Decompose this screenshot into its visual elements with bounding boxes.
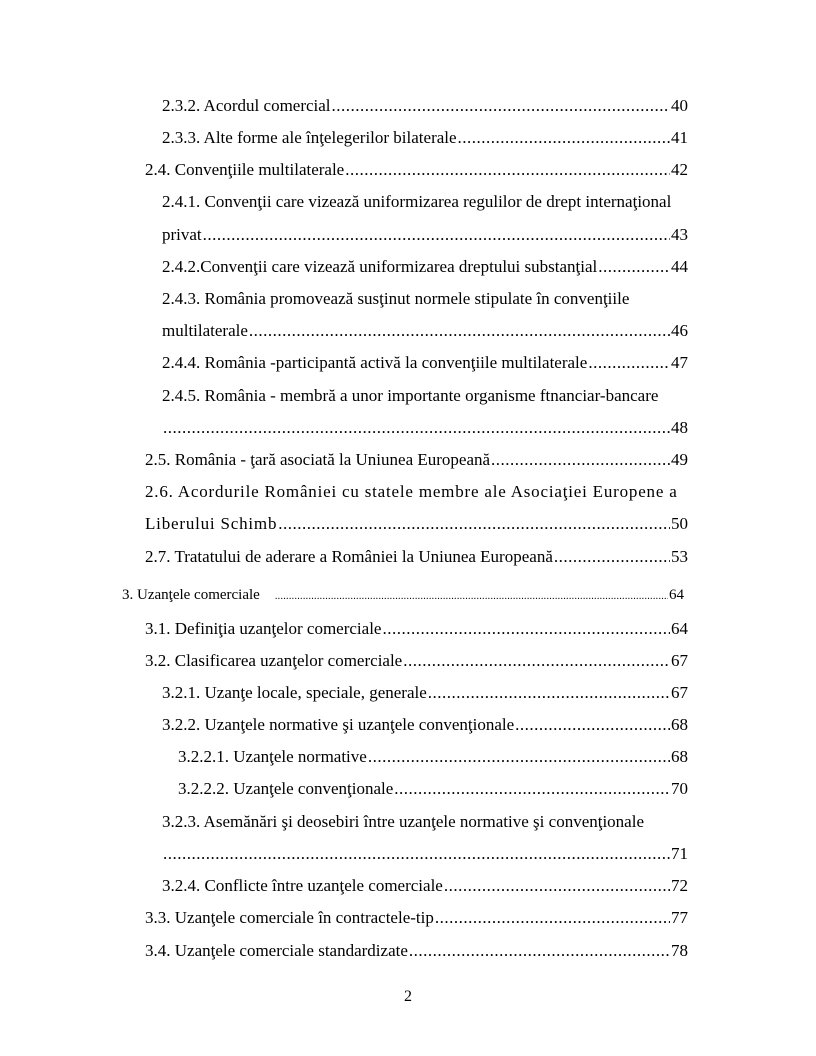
toc-entry-continuation	[162, 416, 688, 440]
toc-entry-continuation	[162, 223, 688, 247]
toc-entry-continuation	[162, 842, 688, 866]
toc-entry-title: 2.5. România - ţară asociată la Uniunea Europeană	[145, 450, 491, 469]
toc-entry-title: 2.4.4. România -participantă activă la convenţiile multilaterale	[162, 353, 588, 372]
toc-leader-dots	[163, 416, 670, 440]
toc-entry	[162, 94, 688, 118]
page-number: 2	[404, 988, 412, 1005]
toc-entry-page: 50	[671, 514, 688, 533]
toc-entry-title: 3. Uzanţele comerciale	[122, 587, 260, 603]
toc-chapter-entry	[122, 583, 684, 607]
toc-entry	[145, 545, 688, 569]
toc-entry-page: 70	[671, 779, 688, 798]
toc-entry-title-cont: privat	[162, 225, 202, 244]
toc-entry	[145, 939, 688, 963]
toc-entry-title: 3.2.1. Uzanţe locale, speciale, generale	[162, 683, 427, 702]
toc-entry-title-cont: Liberului Schimb	[145, 514, 278, 533]
toc-entry-page: 72	[671, 876, 688, 895]
toc-entry-page: 68	[671, 715, 688, 734]
toc-entry	[145, 448, 688, 472]
toc-entry-title: 2.4.5. România - membră a unor importante organisme ftnanciar-bancare	[162, 386, 659, 405]
toc-entry-title: 2.3.2. Acordul comercial	[162, 96, 331, 115]
toc-entry-page: 64	[669, 587, 684, 603]
toc-leader-dots	[491, 448, 670, 472]
toc-entry-page: 77	[671, 908, 688, 927]
toc-entry	[162, 713, 688, 737]
toc-entry	[162, 126, 688, 150]
toc-entry-title: 3.2.2.2. Uzanţele convenţionale	[178, 779, 394, 798]
toc-entry-title: 2.4. Convenţiile multilaterale	[145, 160, 345, 179]
toc-entry-title: 2.4.3. România promovează susţinut normele stipulate în convenţiile	[162, 289, 630, 308]
toc-entry-title: 3.2.2.1. Uzanţele normative	[178, 747, 367, 766]
toc-entry-title: 2.6. Acordurile României cu statele membre ale Asociaţiei Europene a	[145, 482, 678, 501]
toc-leader-dots	[394, 777, 670, 801]
toc-entry-title: 2.4.1. Convenţii care vizează uniformizarea regulilor de drept internaţional	[162, 192, 672, 211]
toc-entry-page: 48	[671, 418, 688, 437]
toc-entry-title-cont: multilaterale	[162, 321, 248, 340]
toc-entry	[162, 351, 688, 375]
toc-leader-dots	[435, 906, 670, 930]
toc-entry	[178, 777, 688, 801]
toc-entry-page: 43	[671, 225, 688, 244]
toc-leader-dots	[368, 745, 670, 769]
toc-entry-page: 49	[671, 450, 688, 469]
toc-entry-title: 2.4.2.Convenţii care vizează uniformizarea dreptului substanţial	[162, 257, 598, 276]
toc-leader-dots	[598, 255, 670, 279]
toc-leader-dots	[588, 351, 670, 375]
toc-leader-dots	[444, 874, 670, 898]
toc-entry-title: 3.2. Clasificarea uzanţelor comerciale	[145, 651, 403, 670]
toc-entry-title: 2.7. Tratatului de aderare a României la Uniunea Europeană	[145, 547, 553, 566]
toc-entry-title: 3.2.4. Conflicte între uzanţele comerciale	[162, 876, 443, 895]
toc-entry-title: 2.3.3. Alte forme ale înţelegerilor bilaterale	[162, 128, 457, 147]
toc-leader-dots	[203, 223, 670, 247]
toc-entry	[145, 906, 688, 930]
toc-leader-dots	[275, 585, 668, 609]
toc-entry	[162, 681, 688, 705]
toc-entry-page: 64	[671, 619, 688, 638]
toc-leader-dots	[403, 649, 670, 673]
toc-entry	[162, 255, 688, 279]
toc-entry-continuation	[145, 512, 688, 536]
toc-leader-dots	[345, 158, 670, 182]
toc-entry-page: 44	[671, 257, 688, 276]
toc-leader-dots	[515, 713, 670, 737]
toc-entry-title: 3.2.3. Asemănări şi deosebiri între uzanţele normative şi convenţionale	[162, 812, 644, 831]
toc-entry	[162, 874, 688, 898]
toc-leader-dots	[554, 545, 670, 569]
toc-leader-dots	[382, 617, 670, 641]
toc-entry-page: 67	[671, 683, 688, 702]
toc-leader-dots	[278, 512, 670, 536]
toc-leader-dots	[163, 842, 670, 866]
toc-entry-title: 3.1. Definiţia uzanţelor comerciale	[145, 619, 382, 638]
toc-entry-page: 71	[671, 844, 688, 863]
toc-entry-title: 3.2.2. Uzanţele normative şi uzanţele convenţionale	[162, 715, 515, 734]
toc-entry	[178, 745, 688, 769]
toc-entry-page: 46	[671, 321, 688, 340]
toc-entry-title: 3.3. Uzanţele comerciale în contractele-tip	[145, 908, 434, 927]
toc-entry-continuation	[162, 319, 688, 343]
toc-leader-dots	[428, 681, 670, 705]
toc-leader-dots	[458, 126, 670, 150]
toc-entry	[145, 158, 688, 182]
toc-leader-dots	[332, 94, 670, 118]
toc-entry-page: 47	[671, 353, 688, 372]
toc-entry	[145, 649, 688, 673]
toc-entry-page: 68	[671, 747, 688, 766]
toc-entry	[145, 617, 688, 641]
toc-entry-page: 67	[671, 651, 688, 670]
toc-entry-page: 53	[671, 547, 688, 566]
toc-entry-page: 40	[671, 96, 688, 115]
toc-entry-page: 42	[671, 160, 688, 179]
toc-entry-page: 78	[671, 941, 688, 960]
toc-entry-title: 3.4. Uzanţele comerciale standardizate	[145, 941, 408, 960]
toc-leader-dots	[249, 319, 670, 343]
toc-entry-page: 41	[671, 128, 688, 147]
toc-leader-dots	[409, 939, 670, 963]
